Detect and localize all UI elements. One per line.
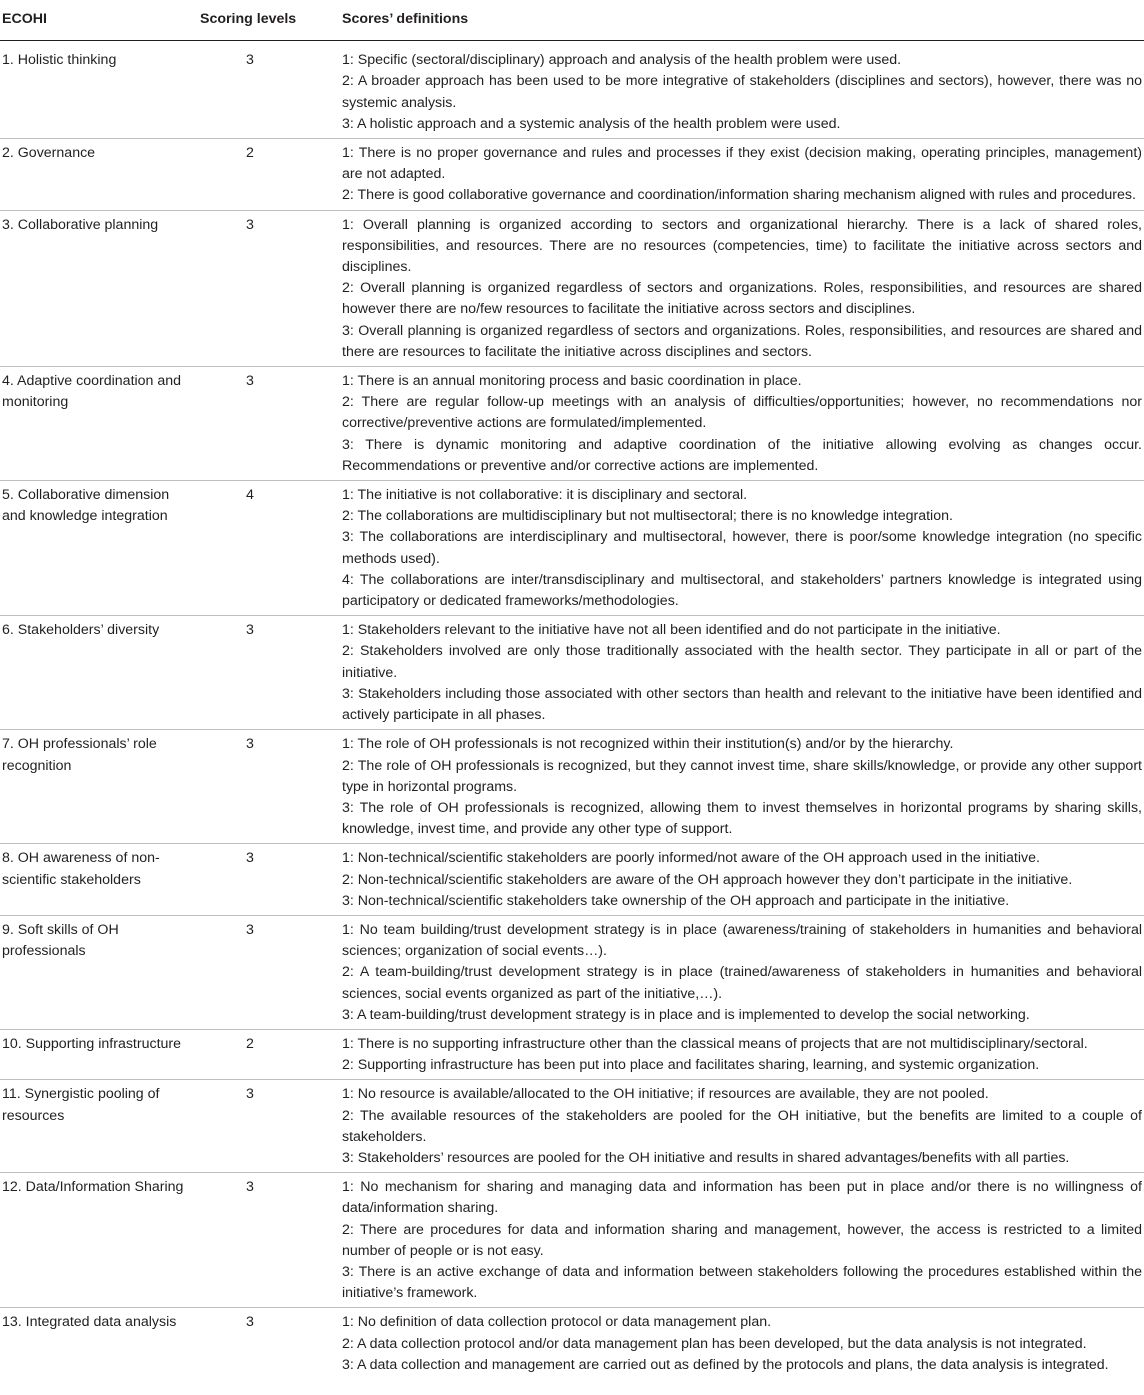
header-definitions: Scores’ definitions bbox=[339, 0, 1144, 41]
table-row bbox=[0, 1029, 1144, 1079]
scoring-level-cell: 3 bbox=[197, 41, 339, 139]
score-definition: 3: The collaborations are interdisciplinary and multisectoral, however, there is poor/some knowledge integration (no specific methods used). bbox=[342, 529, 1142, 567]
criterion-cell: 2. Governance bbox=[0, 139, 197, 211]
score-definition: 1: Specific (sectoral/disciplinary) approach and analysis of the health problem were used. bbox=[342, 52, 902, 69]
score-definition: 2: The collaborations are multidisciplinary but not multisectoral; there is no knowledge integration. bbox=[342, 508, 953, 525]
criterion-cell: 4. Adaptive coordination and monitoring bbox=[0, 367, 197, 481]
table-row bbox=[0, 915, 1144, 1029]
score-definition: 2: A team-building/trust development strategy is in place (trained/awareness of stakeholders in humanities and behavioral sciences, social events organized as part of the initiative,…). bbox=[342, 964, 1142, 1002]
score-definition: 3: A data collection and management are carried out as defined by the protocols and plans, the data analysis is integrated. bbox=[342, 1356, 1109, 1373]
score-definition: 2: The available resources of the stakeholders are pooled for the OH initiative, but the benefits are limited to a couple of stakeholders. bbox=[342, 1107, 1142, 1145]
score-definition: 2: The role of OH professionals is recognized, but they cannot invest time, share skills/knowledge, or provide any other support type in horizontal programs. bbox=[342, 757, 1142, 795]
score-definition: 2: There is good collaborative governance and coordination/information sharing mechanism aligned with rules and procedures. bbox=[342, 187, 1136, 204]
definitions-cell bbox=[339, 616, 1144, 730]
score-definition: 2: Non-technical/scientific stakeholders are aware of the OH approach however they don’t participate in the initiative. bbox=[342, 871, 1073, 888]
table-row bbox=[0, 1173, 1144, 1308]
criterion-cell: 3. Collaborative planning bbox=[0, 210, 197, 366]
criterion-cell: 7. OH professionals’ role recognition bbox=[0, 730, 197, 844]
score-definition: 3: A team-building/trust development strategy is in place and is implemented to develop the social networking. bbox=[342, 1006, 1030, 1023]
score-definition: 4: The collaborations are inter/transdisciplinary and multisectoral, and stakeholders’ partners knowledge is integrated using participatory or dedicated frameworks/methodologies. bbox=[342, 571, 1142, 610]
definitions-cell bbox=[339, 1308, 1144, 1379]
table-row bbox=[0, 844, 1144, 916]
definitions-cell bbox=[339, 1173, 1144, 1308]
scoring-level-cell: 2 bbox=[197, 1029, 339, 1079]
criterion-cell: 1. Holistic thinking bbox=[0, 41, 197, 139]
score-definition: 3: Overall planning is organized regardless of sectors and organizations. Roles, responsibilities, and resources are shared and there are resources to facilitate the initiative across disciplines and sectors. bbox=[342, 322, 1142, 360]
criterion-cell: 13. Integrated data analysis bbox=[2, 1314, 177, 1331]
criterion-cell: 12. Data/Information Sharing bbox=[0, 1173, 197, 1308]
definitions-cell bbox=[339, 844, 1144, 916]
scoring-level-cell: 3 bbox=[197, 210, 339, 366]
scoring-level-cell: 3 bbox=[246, 1314, 254, 1331]
scoring-level-cell: 3 bbox=[197, 1080, 339, 1173]
score-definition: 1: There is an annual monitoring process and basic coordination in place. bbox=[342, 373, 802, 390]
score-definition: 3: The role of OH professionals is recognized, allowing them to invest themselves in horizontal programs by sharing skills, knowledge, invest time, and provide any other type of support. bbox=[342, 799, 1142, 838]
table-body bbox=[0, 41, 1144, 1379]
definitions-cell bbox=[339, 915, 1144, 1029]
score-definition: 3: There is dynamic monitoring and adaptive coordination of the initiative allowing evolving as changes occur. Recommendations or preventive and/or corrective actions are implemented. bbox=[342, 436, 1142, 474]
score-definition: 1: The initiative is not collaborative: it is disciplinary and sectoral. bbox=[342, 487, 748, 504]
table-row bbox=[0, 41, 1144, 139]
score-definition: 1: Overall planning is organized according to sectors and organizational hierarchy. There is a lack of shared roles, responsibilities, and resources. There are no resources (competencies, time) to facilitate the initiative across sectors and disciplines. bbox=[342, 216, 1142, 276]
scoring-level-cell: 3 bbox=[197, 844, 339, 916]
score-definition: 2: There are regular follow-up meetings with an analysis of difficulties/opportunities; however, no recommendations nor corrective/preventive actions are formulated/implemented. bbox=[342, 394, 1142, 432]
scoring-level-cell: 3 bbox=[197, 730, 339, 844]
score-definition: 2: Overall planning is organized regardless of sectors and organizations. Roles, responsibilities, and resources are shared however there are no/few resources to facilitate the initiative across sectors and disciplines. bbox=[342, 280, 1142, 318]
table-row bbox=[0, 616, 1144, 730]
definitions-cell bbox=[339, 1029, 1144, 1079]
definitions-cell bbox=[339, 730, 1144, 844]
scoring-level-cell: 3 bbox=[197, 367, 339, 481]
score-definition: 3: A holistic approach and a systemic analysis of the health problem were used. bbox=[342, 115, 841, 132]
table-row bbox=[0, 1308, 1144, 1379]
score-definition: 2: Stakeholders involved are only those traditionally associated with the health sector. They participate in all or part of the initiative. bbox=[342, 643, 1142, 681]
score-definition: 3: Stakeholders’ resources are pooled for the OH initiative and results in shared advantages/benefits with all parties. bbox=[342, 1149, 1070, 1166]
score-definition: 2: A broader approach has been used to be more integrative of stakeholders (disciplines and sectors), however, there was no systemic analysis. bbox=[342, 73, 1142, 111]
definitions-cell bbox=[339, 41, 1144, 139]
definitions-cell bbox=[339, 139, 1144, 211]
score-definition: 2: Supporting infrastructure has been put into place and facilitates sharing, learning, and systemic organization. bbox=[342, 1057, 1040, 1074]
score-definition: 1: There is no proper governance and rules and processes if they exist (decision making, operating principles, management) are not adapted. bbox=[342, 145, 1142, 183]
score-definition: 1: No resource is available/allocated to the OH initiative; if resources are available, they are not pooled. bbox=[342, 1086, 989, 1103]
table-row bbox=[0, 1080, 1144, 1173]
criterion-cell: 5. Collaborative dimension and knowledge integration bbox=[0, 481, 197, 616]
table-row bbox=[0, 481, 1144, 616]
header-scoring-levels: Scoring levels bbox=[197, 0, 339, 41]
definitions-cell bbox=[339, 481, 1144, 616]
criterion-cell: 8. OH awareness of non-scientific stakeholders bbox=[0, 844, 197, 916]
score-definition: 1: There is no supporting infrastructure other than the classical means of projects that are not multidisciplinary/sectoral. bbox=[342, 1035, 1088, 1052]
score-definition: 3: Stakeholders including those associated with other sectors than health and relevant to the initiative have been identified and actively participate in all phases. bbox=[342, 685, 1142, 724]
score-definition: 1: No definition of data collection protocol or data management plan. bbox=[342, 1314, 772, 1331]
table-row bbox=[0, 139, 1144, 211]
score-definition: 1: Non-technical/scientific stakeholders are poorly informed/not aware of the OH approach used in the initiative. bbox=[342, 850, 1040, 867]
score-definition: 1: No mechanism for sharing and managing data and information has been put in place and/or there is no willingness of data/information sharing. bbox=[342, 1179, 1142, 1217]
scoring-level-cell: 3 bbox=[197, 915, 339, 1029]
criterion-cell: 6. Stakeholders’ diversity bbox=[0, 616, 197, 730]
score-definition: 3: Non-technical/scientific stakeholders take ownership of the OH approach and participate in the initiative. bbox=[342, 892, 1010, 909]
score-definition: 3: There is an active exchange of data and information between stakeholders following the procedures established within the initiative’s framework. bbox=[342, 1263, 1142, 1302]
score-definition: 1: Stakeholders relevant to the initiative have not all been identified and do not participate in the initiative. bbox=[342, 622, 1001, 639]
header-criterion: ECOHI bbox=[0, 0, 197, 41]
scoring-level-cell: 2 bbox=[197, 139, 339, 211]
definitions-cell bbox=[339, 210, 1144, 366]
table-row bbox=[0, 730, 1144, 844]
score-definition: 1: No team building/trust development strategy is in place (awareness/training of stakeholders in humanities and behavioral sciences; organization of social events…). bbox=[342, 921, 1142, 960]
criterion-cell: 11. Synergistic pooling of resources bbox=[0, 1080, 197, 1173]
header-row bbox=[0, 0, 1144, 41]
scoring-level-cell: 4 bbox=[197, 481, 339, 616]
definitions-cell bbox=[339, 367, 1144, 481]
scoring-level-cell: 3 bbox=[197, 1173, 339, 1308]
table-row bbox=[0, 210, 1144, 366]
criterion-cell: 9. Soft skills of OH professionals bbox=[0, 915, 197, 1029]
score-definition: 1: The role of OH professionals is not recognized within their institution(s) and/or by the hierarchy. bbox=[342, 736, 954, 753]
score-definition: 2: There are procedures for data and information sharing and management, however, the access is restricted to a limited number of people or is not easy. bbox=[342, 1221, 1142, 1259]
table-row bbox=[0, 367, 1144, 481]
score-definition: 2: A data collection protocol and/or data management plan has been developed, but the data analysis is not integrated. bbox=[342, 1335, 1087, 1352]
definitions-cell bbox=[339, 1080, 1144, 1173]
criterion-cell: 10. Supporting infrastructure bbox=[0, 1029, 197, 1079]
scoring-level-cell: 3 bbox=[197, 616, 339, 730]
